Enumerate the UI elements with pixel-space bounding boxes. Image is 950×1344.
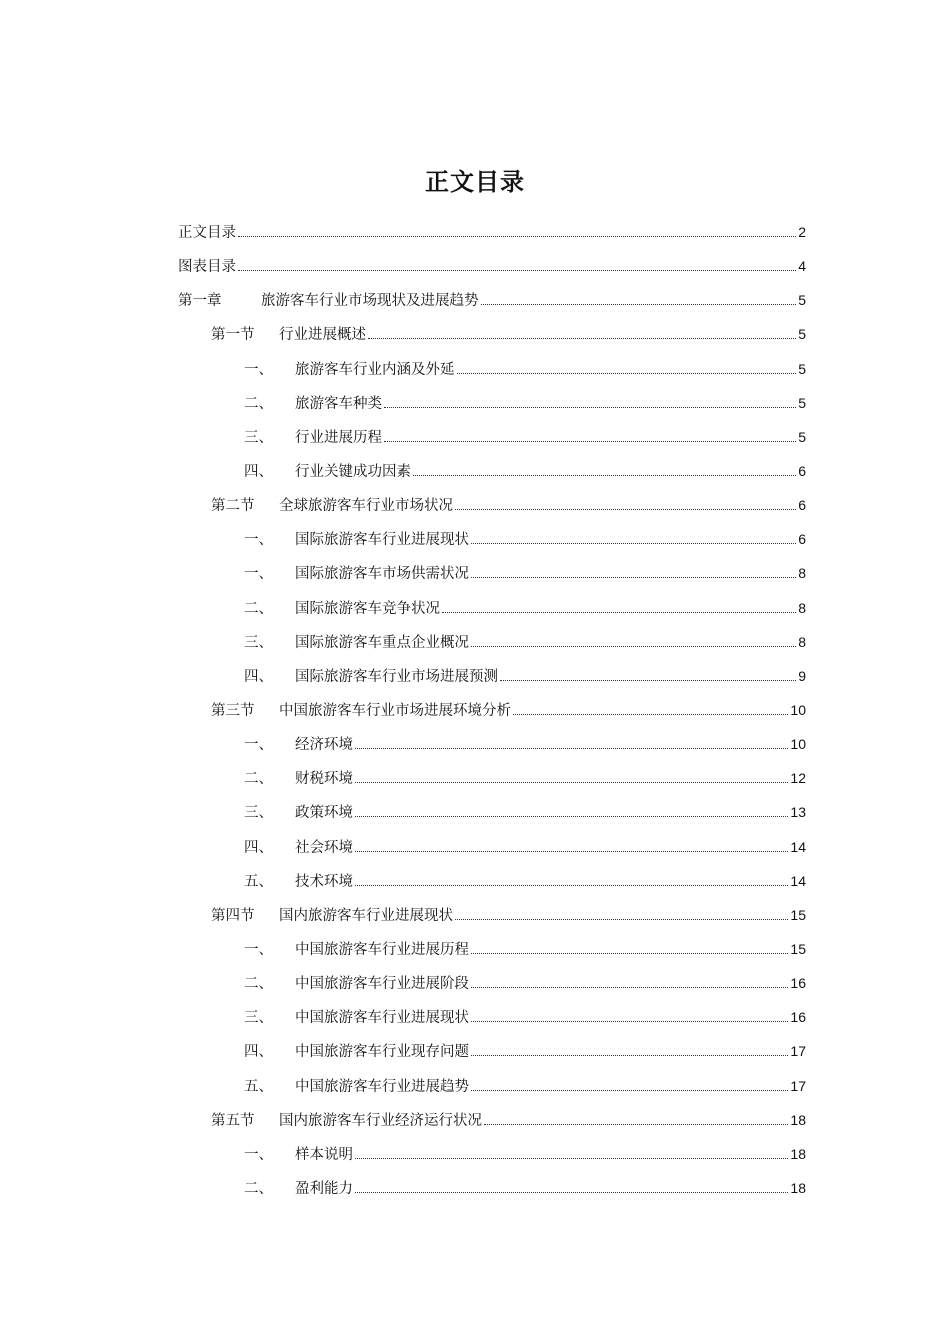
toc-entry[interactable]: [178, 493, 806, 527]
dot-leader: [413, 475, 796, 476]
toc-entry-page-number: 10: [790, 736, 806, 753]
toc-entry[interactable]: [178, 459, 806, 493]
dot-leader: [355, 1158, 788, 1159]
dot-leader: [442, 612, 796, 613]
toc-entry-number: 四、: [244, 1044, 273, 1061]
toc-entry-page-number: 16: [790, 1009, 806, 1026]
toc-entry-number: 第三节: [211, 702, 255, 719]
dot-leader: [455, 919, 788, 920]
toc-entry-page-number: 2: [798, 224, 806, 240]
toc-entry-number: 一、: [244, 941, 273, 958]
toc-entry-title: 政策环境: [295, 805, 353, 822]
toc-entry-title: 国内旅游客车行业进展现状: [279, 907, 453, 924]
toc-entry-title: 全球旅游客车行业市场状况: [279, 498, 453, 515]
toc-entry-page-number: 8: [798, 599, 806, 616]
toc-entry-page-number: 6: [798, 531, 806, 548]
dot-leader: [484, 1124, 788, 1125]
toc-entry[interactable]: [178, 937, 806, 971]
toc-entry-title: 旅游客车种类: [295, 395, 382, 412]
toc-entry-page-number: 10: [790, 701, 806, 718]
dot-leader: [355, 748, 788, 749]
toc-entry-page-number: 15: [790, 940, 806, 957]
toc-entry-page-number: 5: [798, 360, 806, 377]
toc-entry-number: 三、: [244, 634, 273, 651]
dot-leader: [471, 1055, 788, 1056]
toc-entry-number: 三、: [244, 805, 273, 822]
toc-entry-page-number: 6: [798, 497, 806, 514]
dot-leader: [238, 236, 796, 237]
toc-entry-title: 财税环境: [295, 771, 353, 788]
toc-entry-number: 四、: [244, 839, 273, 856]
toc-entry-title: 图表目录: [178, 259, 236, 276]
toc-entry-page-number: 17: [790, 1043, 806, 1060]
toc-entry-number: 一、: [244, 737, 273, 754]
toc-entry[interactable]: [178, 698, 806, 732]
toc-entry[interactable]: [178, 391, 806, 425]
toc-entry-page-number: 12: [790, 770, 806, 787]
toc-entry-title: 样本说明: [295, 1146, 353, 1163]
toc-entry-number: 一、: [244, 532, 273, 549]
toc-entry-number: 二、: [244, 976, 273, 993]
dot-leader: [471, 646, 796, 647]
dot-leader: [500, 680, 796, 681]
toc-entry-page-number: 6: [798, 462, 806, 479]
toc-entry-title: 中国旅游客车行业进展现状: [295, 1010, 469, 1027]
dot-leader: [355, 816, 788, 817]
toc-entry-title: 国际旅游客车行业进展现状: [295, 532, 469, 549]
toc-entry-title: 行业进展概述: [279, 327, 366, 344]
toc-entry-page-number: 4: [798, 258, 806, 275]
toc-entry[interactable]: [178, 869, 806, 903]
toc-entry-page-number: 18: [790, 1145, 806, 1162]
dot-leader: [384, 407, 796, 408]
toc-entry[interactable]: [178, 630, 806, 664]
dot-leader: [471, 953, 788, 954]
toc-entry-title: 行业进展历程: [295, 429, 382, 446]
toc-entry-title: 技术环境: [295, 873, 353, 890]
toc-entry[interactable]: [178, 425, 806, 459]
toc-entry[interactable]: [178, 766, 806, 800]
toc-entry-page-number: 14: [790, 838, 806, 855]
toc-entry-number: 三、: [244, 429, 273, 446]
toc-entry-title: 中国旅游客车行业现存问题: [295, 1044, 469, 1061]
toc-entry-page-number: 13: [790, 804, 806, 821]
dot-leader: [355, 1192, 788, 1193]
toc-entry-number: 第二节: [211, 498, 255, 515]
dot-leader: [368, 338, 796, 339]
toc-entry[interactable]: [178, 1108, 806, 1142]
toc-entry-page-number: 16: [790, 975, 806, 992]
dot-leader: [513, 714, 788, 715]
toc-entry[interactable]: [178, 561, 806, 595]
toc-entry[interactable]: [178, 1074, 806, 1108]
toc-entry-number: 五、: [244, 873, 273, 890]
toc-entry-title: 盈利能力: [295, 1180, 353, 1197]
toc-entry-title: 正文目录: [178, 225, 236, 241]
page-title: 正文目录: [425, 168, 525, 196]
toc-entry-page-number: 5: [798, 326, 806, 343]
toc-entry-number: 第一节: [211, 327, 255, 344]
toc-entry-title: 中国旅游客车行业进展历程: [295, 941, 469, 958]
dot-leader: [457, 373, 797, 374]
dot-leader: [355, 851, 788, 852]
toc-entry-number: 二、: [244, 600, 273, 617]
toc-entry-title: 国际旅游客车市场供需状况: [295, 566, 469, 583]
toc-entry[interactable]: [178, 254, 806, 288]
toc-entry-title: 旅游客车行业内涵及外延: [295, 361, 455, 378]
toc-entry-number: 第四节: [211, 907, 255, 924]
toc-entry-title: 行业关键成功因素: [295, 463, 411, 480]
dot-leader: [481, 304, 797, 305]
toc-entry-number: 二、: [244, 771, 273, 788]
toc-entry[interactable]: [178, 835, 806, 869]
toc-entry-page-number: 17: [790, 1077, 806, 1094]
toc-entry-title: 国际旅游客车竞争状况: [295, 600, 440, 617]
dot-leader: [471, 577, 796, 578]
toc-entry-page-number: 14: [790, 872, 806, 889]
toc-entry[interactable]: [178, 1142, 806, 1176]
toc-entry[interactable]: [178, 220, 806, 254]
toc-entry-page-number: 8: [798, 633, 806, 650]
dot-leader: [238, 270, 796, 271]
dot-leader: [471, 1021, 788, 1022]
dot-leader: [455, 509, 796, 510]
toc-entry-title: 中国旅游客车行业市场进展环境分析: [279, 702, 511, 719]
toc-entry[interactable]: [178, 800, 806, 834]
toc-entry-title: 国际旅游客车重点企业概况: [295, 634, 469, 651]
toc-entry-number: 第五节: [211, 1112, 255, 1129]
toc-entry[interactable]: [178, 288, 806, 322]
toc-entry[interactable]: [178, 527, 806, 561]
toc-entry-title: 社会环境: [295, 839, 353, 856]
toc-entry-number: 一、: [244, 361, 273, 378]
toc-entry[interactable]: [178, 1039, 806, 1073]
dot-leader: [471, 543, 796, 544]
toc-entry[interactable]: [178, 596, 806, 630]
toc-entry-page-number: 5: [798, 292, 806, 309]
toc-entry-number: 四、: [244, 463, 273, 480]
toc-entry-title: 经济环境: [295, 737, 353, 754]
toc-entry-title: 旅游客车行业市场现状及进展趋势: [261, 293, 479, 310]
toc-entry-number: 一、: [244, 566, 273, 583]
toc-entry-number: 二、: [244, 1180, 273, 1197]
toc-entry-page-number: 15: [790, 906, 806, 923]
dot-leader: [355, 782, 788, 783]
dot-leader: [471, 987, 788, 988]
toc-entry[interactable]: [178, 664, 806, 698]
toc-entry-number: 第一章: [178, 293, 222, 310]
toc-entry[interactable]: [178, 1005, 806, 1039]
toc-entry-number: 一、: [244, 1146, 273, 1163]
toc-entry-number: 三、: [244, 1010, 273, 1027]
dot-leader: [355, 885, 788, 886]
toc-entry[interactable]: [178, 903, 806, 937]
toc-entry-number: 四、: [244, 668, 273, 685]
toc-entry-number: 二、: [244, 395, 273, 412]
toc-entry-title: 中国旅游客车行业进展阶段: [295, 976, 469, 993]
dot-leader: [471, 1090, 788, 1091]
toc-entry[interactable]: [178, 357, 806, 391]
toc-entry-page-number: 18: [790, 1111, 806, 1128]
toc-entry-title: 国际旅游客车行业市场进展预测: [295, 668, 498, 685]
toc-entry[interactable]: [178, 1176, 806, 1210]
toc-entry-page-number: 18: [790, 1179, 806, 1196]
toc-entry-title: 中国旅游客车行业进展趋势: [295, 1078, 469, 1095]
toc-entry[interactable]: [178, 322, 806, 356]
toc-entry-page-number: 9: [798, 667, 806, 684]
toc-entry-page-number: 5: [798, 394, 806, 411]
dot-leader: [384, 441, 796, 442]
toc-entry-number: 五、: [244, 1078, 273, 1095]
toc-entry[interactable]: [178, 971, 806, 1005]
toc-entry-page-number: 5: [798, 428, 806, 445]
toc-entry-title: 国内旅游客车行业经济运行状况: [279, 1112, 482, 1129]
table-of-contents: [178, 220, 806, 1210]
toc-entry[interactable]: [178, 732, 806, 766]
toc-entry-page-number: 8: [798, 565, 806, 582]
